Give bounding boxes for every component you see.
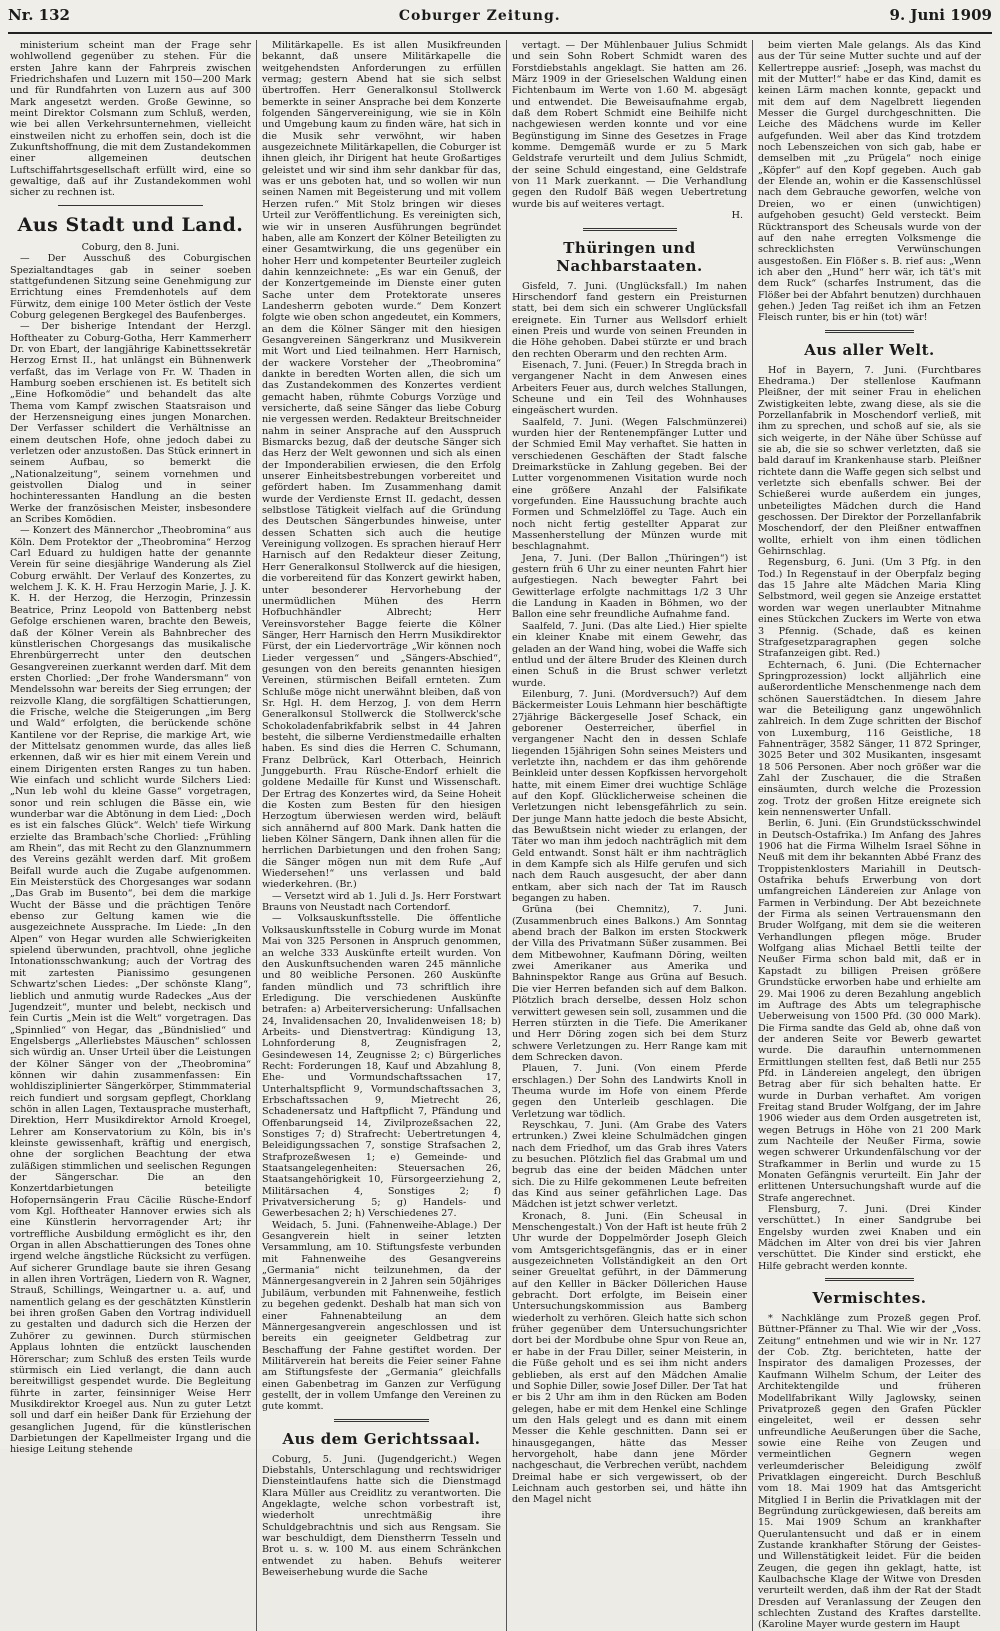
- article-text: Militärkapelle. Es ist allen Musikfreunden bekannt, daß unsere Militärkapelle die weitgehendsten Anforderungen zu erfüllen vermag; gestern Abend hat sie sich selbst übertroffen. Herr Generalkonsul Stollwerck bemerkte in seiner Ansprache bei dem Konzerte folgenden Sängervereinigung, wie sie in Köln und Umgebung kaum zu finden wäre, hat sich in die Musik sehr verwöhnt, wir haben ausgezeichnete Militärkapellen, die Coburger ist ihnen gleich, ihr Dirigent hat heute Großartiges geleistet und wir sind ihm sehr dankbar für das, was er uns geboten hat, und so wollen wir nun seinen Namen mit Begeisterung und mit vollem Herzen rufen.“ Mit Stolz bringen wir dieses Urteil zur Veröffentlichung. Es vereinigten sich, wie wir in unseren Ausführungen begründet haben, alle am Konzert der Kölner Beteiligten zu einer Gesamtwirkung, die uns gegenüber ein hoher Herr und kompetenter Beurteiler zugleich dahin kennzeichnete: „Es war ein Genuß, der der Konzertgemeinde im Dienste einer guten Sache unter dem Protektorate unseres Landesherrn geboten wurde.“ Dem Konzert folgte wie oben schon angedeutet, ein Kommers, an dem die Kölner Sänger mit den hiesigen Gesangvereinen Sängerkranz und Musikverein mit Wort und Lied teilnahmen. Herr Harnisch, der wackere Vorsteher der „Theobromina“ dankte in beredten Worten allen, die sich um das Zustandekommen des Konzertes verdient gemacht haben, rühmte Coburgs Vorzüge und versicherte, daß seine Sänger das liebe Coburg nie vergessen werden. Redakteur Breitschneider nahm in seiner Ansprache auf den Ausspruch Bismarcks bezug, daß der deutsche Sänger sich das Herz der Welt gewonnen und sich als einen der Imponderabilien erwiesen, die den Erfolg unserer Einheitsbestrebungen vorbereitet und gefördert haben. Im Zusammenhang damit wurde der Verdienste Ernst II. gedacht, dessen selbstlose Tätigkeit vielfach auf die Gründung des Deutschen Sängerbundes hinweise, unter dessen Schatten sich auch die heutige Vereinigung vollzogen. Es sprachen hierauf Herr Harnisch auf den Redakteur dieser Zeitung, Herr Generalkonsul Stollwerck auf die hiesigen, die vorbereitend für das Konzert gewirkt haben, unter besonderer Hervorhebung der unermüdlichen Mühen des Herrn Hofbuchhändler Albrecht; Herr Vereinsvorsteher Bagge feierte die Kölner Sänger, Herr Harnisch den Herrn Musikdirektor Fürst, der ein Liedervorträge „Wir können noch Lieder vergessen“ und „Sängers-Abschied“, gesungen von den bereits genannten hiesigen Vereinen, stürmischen Beifall ernteten. Zum Schluße möge nicht unerwähnt bleiben, daß von Sr. Hgl. H. dem Herzog, J. von dem Herrn Generalkonsul Stollwerck die Stollwerck'sche Schokoladenfabrikfabrik selbst in 44 Jahren besteht, die silberne Verdienstmedaille erhalten haben. Es sind dies die Herren C. Schumann, Franz Delbrück, Karl Otterbach, Heinrich Junggeburth. Frau Rüsche-Endorf erhielt die goldene Medaille für Kunst und Wissenschaft. Der Ertrag des Konzertes wird, da Seine Hoheit die Kosten zum Besten für den hiesigen Herzogtum überwiesen werden wird, beläuft sich annähernd auf 800 Mark. Dank hatten die lieben Kölner Sängern, Dank ihnen allen für die herrlichen Darbietungen und den frohen Sang; die Sänger mögen nun mit dem Rufe „Auf Wiedersehen!“ uns verlassen und bald wiederkehren. (Br.): [262, 40, 501, 891]
- article-text: — Versetzt wird ab 1. Juli d. Js. Herr Forstwart Brauns von Neustadt nach Cortendorf.: [262, 890, 501, 914]
- article-text: Eilenburg, 7. Juni. (Mordversuch?) Auf dem Bäckermeister Louis Lehmann hier beschäftigte 27jährige Bäckergeselle Josef Schack, ein geborener Oesterreicher, überfiel in vergangener Nacht den in dessen Schlafe liegenden 15jährigen Sohn seines Meisters und verletzte ihn, nachdem er das ihm gehörende Beinkleid unter dessen Kopfkissen hervorgeholt hatte, mit einem Eimer drei wuchtige Schläge auf den Kopf. Glücklicherweise scheinen die Verletzungen nicht lebensgefährlich zu sein. Der junge Mann hatte jedoch die beste Absicht, das Bewußtsein nicht wieder zu erlangen, der Täter wo man ihm jedoch nachträglich mit dem Geld entwandt. Sonst hält er ihm nachträglich in dem Kampfe sich als Hilfe gerufen und sich nach dem Rauch ausgesucht, der aber dann entkam, aber sich nach der Tat im Rausch begangen zu haben.: [512, 688, 747, 905]
- section-heading: Thüringen und Nachbarstaaten.: [556, 238, 703, 275]
- divider: [58, 205, 203, 206]
- divider: [825, 330, 914, 333]
- dateline: Coburg, den 8. Juni.: [81, 241, 180, 253]
- section-heading: Aus aller Welt.: [804, 340, 935, 359]
- article-text: Kronach, 8. Juni. (Ein Scheusal in Menschengestalt.) Von der Haft ist heute früh 2 Uhr wurde der Doppelmörder Joseph Gleich vom Amtsgerichtsgefängnis, das er in einer ausgezeichneten Vollständigkeit an den Ort seiner Greueltat geführt, in der Dämmerung auf den Kelller in Bäcker Döllerichen Hause gebracht. Dort erfolgte, im Beisein einer Untersuchungskommission aus Bamberg wiederholt zu verhören. Gleich hatte sich schon früher gegenüber dem Untersuchungsrichter dort bei der Mordbube ohne Spur von Reue an, er habe in der Frau Diller, seiner Meisterin, in die Füße geholt und es sei ihm nicht anders geblieben, als erst auf den Mädchen Amalie und Sophie Diller, sowie Josef Diller. Der Tat hat er bis 2 Uhr am ihm in den Rücken am Boden gelegen, habe er mit dem Henkel eine Schlinge um den Hals gelegt und es dann mit einem Messer die Kehle geschnitten. Dann sei er hinausgegangen, hätte das Messer hervorgeholt, habe dann jene Mörder nachgeschaut, die Verbrechen verübt, nachdem Dreimal habe er sich vergewissert, ob der Leichnam auch gestorben sei, und hätte ihn den Magel nicht: [512, 1210, 747, 1506]
- divider: [825, 1278, 914, 1281]
- article-text: Weidach, 5. Juni. (Fahnenweihe-Ablage.) Der Gesangverein hielt in seiner letzten Versammlung, am 10. Stiftungsfeste verbunden mit Fahnenweihe des Gesangvereins „Germania“ nicht teilzunehmen, da der Männergesangverein in 2 Jahren sein 50jähriges Jubiläum, verbunden mit Fahnenweihe, festlich zu begehen gedenkt. Deshalb hat man sich von einer Fahnenabteilung an dem Männergesangverein angeschlossen und ist bereits ein geeigneter Geldbetrag zur Beschaffung der Fahne gestiftet worden. Der Militärverein hat bereits die Feier seiner Fahne am Stiftungsfeste der „Germania“ gleichfalls einen Gabenbetrag im Ganzen zur Verfügung gestellt, der in vollem Umfange den Vereinen zu gute kommt.: [262, 1219, 501, 1413]
- issue-number: Nr. 132: [8, 6, 70, 24]
- article-text: — Konzert des Männerchor „Theobromina“ aus Köln. Dem Protektor der „Theobromina“ Herzog Carl Eduard zu huldigen hatte der genannte Verein für seine diesjährige Wanderung als Ziel Coburg erwählt. Der Verlauf des Konzertes, zu welchem J. K. K. H. Frau Herzogin Marie, J. J. K. K. H. der Herzog, die Herzogin, Prinzessin Beatrice, Prinz Leopold von Battenberg nebst Gefolge erschienen waren, brachte den Beweis, daß der Kölner Verein als Bahnbrecher des künstlerischen Chorgesangs das musikalische Ehrenbürgerrecht unter den deutschen Gesangvereinen zuerkannt werden darf. Mit dem ersten Chorlied: „Der frohe Wandersmann“ von Mendelssohn war bereits der Sieg errungen; der reizvolle Klang, die sorgfältigen Schattierungen, die Frische, welche die Steigerungen „im Berg und Wald“ erfolgten, die berückende schöne Kantilene vor der Reprise, die markige Art, wie der Mittelsatz genommen wurde, das alles ließ erkennen, daß wir es hier mit einem Verein und einem Dirigenten ersten Ranges zu tun haben. Wie einfach und schlicht wurde Silchers Lied: „Nun leb wohl du kleine Gasse“ vorgetragen, sonor und rein schlugen die Bässe ein, wie wunderbar war die Abtönung in dem Lied: „Doch es ist ein falsches Glück“. Welch' tiefe Wirkung erzielte das Brambach'sche Chorlied: „Frühling am Rhein“, das mit Recht zu den Glanznummern des Vereins gezählt werden darf. Mit großem Beifall wurde auch die Zugabe aufgenommen. Ein Meisterstück des Chorgesanges war sodann „Das Grab im Busento“, bei dem die markige Wucht der Bässe und die prächtigen Tenöre ebenso zur Geltung kamen wie die ausgezeichnete Aussprache. Im Liede: „In den Alpen“ von Hegar wurden alle Schwierigkeiten spielend überwunden, prachtvoll, ohne jegliche Intonationsschwankung; auch der Vortrag des mit zartesten Pianissimo gesungenen Schwartz'schen Liedes: „Der schönste Klang“, lieblich und anmutig wurde Radeckes „Aus der Jugendzeit“, munter und belebt, neckisch und fein Curtis „Mein ist die Welt“ vorgetragen. Das „Spinnlied“ von Hegar, das „Bündnislied“ und Engelsbergs „Allerliebstes Mäuschen“ schlossen sich würdig an. Unser Urteil über die Leistungen der Kölner Sänger von der „Theobromina“ können wir dahin zusammenfassen: Ein wohldisziplinierter Sängerkörper, Stimmmaterial reich fundiert und sorgsam gepflegt, Chorklang schön in allen Lagen, Textausprache musterhaft, Direktion, Herr Musikdirektor Arnold Kroegel, Lehrer am Konservatorium zu Köln, bis in's kleinste gewissenhaft, kräftig und energisch, ohne der sorglichen Beachtung der etwa zuläßigen stimmlichen und seelischen Regungen der Sängerschar. Die an den Konzertdarbietungen beteiligte Hofopernsängerin Frau Cäcilie Rüsche-Endorf vom Kgl. Hoftheater Hannover erwies sich als eine Künstlerin hervorragender Art; ihr vortreffliche Ausbildung ermöglicht es ihr, den Organ in allen Abschattierungen des Tones ohne irgend welche ängstliche Rücksicht zu verfügen. Auf sicherer Grundlage baute sie ihren Gesang in allen ihren Vorträgen, Liedern von R. Wagner, Strauß, Schillings, Weingartner u. a. auf, und namentlich gelang es der geschätzten Künstlerin bei ihren großen Gaben den Vortrag individuell zu gestalten und dadurch sich die Herzen der Zuhörer zu gewinnen. Durch stürmischen Applaus lohnten die entzückt lauschenden Hörerschar; zum Schluß des ersten Teils wurde stürmisch ein Lied verlangt, die dann auch bereitwilligst gespendet wurde. Die Begleitung führte in zarter, feinsinniger Weise Herr Musikdirektor Kroegel aus. Nun zu guter Letzt soll und darf ein heißer Dank für Erziehung der gesanglichen Jugend, für die künstlerischen Darbietungen der Kapellmeister Irgang und die hiesige Leitung stehende: [10, 525, 251, 1456]
- section-heading: Aus dem Gerichtssaal.: [282, 1429, 481, 1448]
- columns: [8, 40, 992, 1631]
- article-text: Eisenach, 7. Juni. (Feuer.) In Stregda brach in vergangener Nacht in dem Anwesen eines Arbeiters Feuer aus, durch welches Stallungen, Scheune und ein Teil des Wohnhauses eingeäschert wurden.: [512, 359, 747, 417]
- column-3: [506, 40, 752, 1631]
- column-4: [752, 40, 986, 1631]
- section-heading: Vermischtes.: [812, 1289, 927, 1308]
- article-text: Reyschkau, 7. Juni. (Am Grabe des Vaters ertrunken.) Zwei kleine Schulmädchen gingen nach dem Friedhof, um das Grab ihres Vaters zu besuchen. Plötzlich fiel das Grabmal um und begrub das eine der beiden Mädchen unter sich. Die zu Hilfe gekommenen Leute befreiten das Kind aus seiner gefährlichen Lage. Das Mädchen ist jetzt schwer verletzt.: [512, 1119, 747, 1211]
- article-text: Grüna (bei Chemnitz), 7. Juni. (Zusammenbruch eines Balkons.) Am Sonntag abend brach der Balkon im ersten Stockwerk der Villa des Privatmann Süßer zusammen. Bei dem Mitbewohner, Kaufmann Döring, weilten zwei Amerikaner aus Amerika und Bahninspektor Range aus Grüna auf Besuch. Die vier Herren befanden sich auf dem Balkon. Plötzlich brach derselbe, dessen Holz schon verwittert gewesen sein soll, zusammen und die Herren stürzten in die Tiefe. Die Amerikaner und Herr Döring zogen sich bei dem Sturz schwere Verletzungen zu. Herr Range kam mit dem Schrecken davon.: [512, 904, 747, 1063]
- article-text: Jena, 7. Juni. (Der Ballon „Thüringen“) ist gestern früh 6 Uhr zu einer neunten Fahrt hier aufgestiegen. Nach bewegter Fahrt bei Gewitterlage erfolgte nachmittags 1/2 3 Uhr die Landung in Kaaden in Böhmen, wo der Ballon eine sehr freundliche Aufnahme fand.: [512, 552, 747, 621]
- article-text: Saalfeld, 7. Juni. (Das alte Lied.) Hier spielte ein kleiner Knabe mit einem Gewehr, das geladen an der Wand hing, wobei die Waffe sich entlud und der ältere Bruder des Kleinen durch einen Schuß in die Brust schwer verletzt wurde.: [512, 620, 747, 689]
- article-text: — Der Ausschuß des Coburgischen Spezialtandtages gab in seiner soeben stattgefundenen Sitzung seine Genehmigung zur Errichtung eines Fremdenhotels auf dem Fürwitz, dem einige 100 Meter östlich der Veste Coburg gelegenen Bergkegel des Baufenberges.: [10, 253, 251, 321]
- article-text: Echternach, 6. Juni. (Die Echternacher Springprozession) lockt alljährlich eine außerordentliche Menschenmenge nach dem schönen Sauerstädtchen. In diesem Jahre war die Beteiligung ganz ungewöhnlich zahlreich. In dem Zuge schritten der Bischof von Luxemburg, 116 Geistliche, 18 Fahnenträger, 3582 Sänger, 11 872 Springer, 3025 Beter und 302 Musikanten, insgesamt 18 506 Personen. Aber noch größer war die Zahl der Zuschauer, die die Straßen einsäumten, durch welche die Prozession zog. Trotz der großen Hitze ereignete sich kein nennenswerter Unfall.: [758, 659, 981, 818]
- section-heading: Aus Stadt und Land.: [17, 213, 244, 236]
- article-text: ministerium scheint man der Frage sehr wohlwollend gegenüber zu stehen. Für die ersten Jahre kann der Fahrpreis zwischen Friedrichshafen und Luzern mit 150—200 Mark und für Rundfahrten von Luzern aus auf 300 Mark angesetzt werden. Große Gewinne, so meint Direktor Colsmann zum Schluß, werden, wie bei allen Verkehrsunternehmen, vielleicht einstweilen nicht zu erhoffen sein, doch ist die Zukunftshoffnung, die mit dem Zustandekommen einer allgemeinen deutschen Luftschiffahrtsgesellschaft erfüllt wird, eine so gewaltige, daß auf ihr Zustandekommen wohl sicher zu rechnen ist.: [10, 40, 251, 199]
- article-text: beim vierten Male gelangs. Als das Kind aus der Tür seine Mutter suchte und auf der Kellertreppe ausrief: „Joseph, was machst du mit der Mutter!“ habe er das Kind, damit es keinen Lärm machen konnte, gepackt und mit dem auf dem Nagelbrett liegenden Messer die Gurgel durchgeschnitten. Die Leiche des Mädchens wurde im Keller aufgefunden. Weil aber das Kind trotzdem noch Lebenszeichen von sich gab, habe er demselben mit „zu Prügela“ noch einige „Köpfer“ auf den Kopf gegeben. Auch gab der Elende an, wohin er die Kassenschlüssel nach dem Gebrauche geworfen, welche von Dreien, wo er einen (unwichtigen) aufgehoben gesucht) Geld versteckt. Beim Rücktransport des Scheusals wurde von der auf den nahe erregten Volksmenge die schrecklichsten Verwünschungen ausgestoßen. Ein Flößer s. B. rief aus: „Wenn ich aber den „Hund“ herr wär, ich tät's mit dem Ruck“ (scharfes Instrument, das die Flößer bei der Abfahrt benutzen) durchhauen gehen.) Jeden Tag reißet ich ihm an Fetzen Fleisch runter, bis er hin (tot) wär!: [758, 40, 981, 324]
- article-text: — Der bisherige Intendant der Herzgl. Hoftheater zu Coburg-Gotha, Herr Kammerherr Dr. von Ebart, der langjährige Kabinettssekretär Herzog Ernst II., hat unlängst ein Bühnenwerk verfaßt, das im Verlage von Fr. W. Thaden in Hamburg soeben erschienen ist. Es betitelt sich „Eine Hofkomödie“ und behandelt das alte Thema vom Kampf zwischen Staatsraison und der Herzensneigung eines jungen Monarchen. Der Verfasser schildert die Verhältnisse an einem deutschen Hofe, ohne jedoch dabei zu verletzen oder anzustoßen. Das Stück erinnert in seinem Aufbau, so bemerkt die „Nationalzeitung“, seinem vornehmen und geistvollen Dialog und in seiner hochinteressanten Handlung an die besten Werke der französischen Meister, insbesondere an Scribes Komödien.: [10, 321, 251, 526]
- article-text: Hof in Bayern, 7. Juni. (Furchtbares Ehedrama.) Der stellenlose Kaufmann Pleißner, der mit seiner Frau in ehelichen Zwistigkeiten lebte, zwang diese, als sie die Porzellanfabrik in Moschendorf verließ, mit ihm zu sprechen, und schoß auf sie, als sie sich weigerte, in der Nähe über Schüsse auf sie ab, die sie so schwer verletzten, daß sie bald darauf im Krankenhause starb. Pleißner richtete dann die Waffe gegen sich selbst und verletzte sich ebenfalls schwer. Bei der Schießerei wurde außerdem ein junges, unbeteiligtes Mädchen durch die Hand geschossen. Der Direktor der Porzellanfabrik Moschendorf, der den Pleißner entwaffnen wollte, erhielt von ihm einen tödlichen Gehirnschlag.: [758, 364, 981, 558]
- column-1: [8, 40, 256, 1631]
- article-text: Coburg, 5. Juni. (Jugendgericht.) Wegen Diebstahls, Unterschlagung und rechtswidriger Diensteintlaufens hatte sich die Dienstmagd Klara Müller aus Creidlitz zu verantworten. Die Angeklagte, welche schon vorbestraft ist, wiederholt unrechtmäßig ihre Schuldgebrachtnis und sich aus Rengsam. Sie war beschuldigt, dem Dienstherrn Tesseln und Brot u. s. w. 100 M. aus einem Schränkchen entwendet zu haben. Behufs weiterer Beweiserhebung wurde die Sache: [262, 1453, 501, 1579]
- article-text: Plauen, 7. Juni. (Von einem Pferde erschlagen.) Der Sohn des Landwirts Knoll in Theuma wurde im Hofe von einem Pferde gegen den Unterleib geschlagen. Die Verletzung war tödlich.: [512, 1063, 747, 1120]
- issue-date: 9. Juni 1909: [889, 6, 992, 24]
- author-signature: H.: [731, 210, 743, 222]
- article-text: Gisfeld, 7. Juni. (Unglücksfall.) Im nahen Hirschendorf fand gestern ein Preisturnen statt, bei dem sich ein schwerer Unglücksfall ereignete. Ein Turner aus Wellsdorf erhielt einen Preis und wurde von seinen Freunden in die Höhe gehoben. Dabei stürzte er und brach den rechten Oberarm und den rechten Arm.: [512, 280, 747, 360]
- article-text: Saalfeld, 7. Juni. (Wegen Falschmünzerei) wurden hier der Rentenempfänger Lutter und der Schmied Emil May verhaftet. Sie hatten in verschiedenen Geschäften der Stadt falsche Dreimarkstücke in Zahlung gegeben. Bei der Lutter vorgenommenen Visitation wurde noch eine größere Anzahl der Falsifikate vorgefunden. Eine Haussuchung brachte auch Formen und Schmelzlöffel zu Tage. Auch ein noch nicht fertig gestellter Apparat zur Massenherstellung der Münzen wurde mit beschlagnahmt.: [512, 416, 747, 553]
- divider: [334, 1419, 430, 1422]
- masthead: [8, 6, 992, 34]
- article-text: Regensburg, 6. Juni. (Um 3 Pfg. in den Tod.) In Regenstauf in der Oberpfalz beging das 15 Jahre alte Mädchen Maria Kling Selbstmord, weil gegen sie Anzeige erstattet worden war wegen unerlaubter Mitnahme eines Stückchen Zuckers im Werte von etwa 3 Pfennig. (Schade, daß es keinen Strafgesetzparagraphen gegen solche Strafanzeigen gibt. Red.): [758, 557, 981, 660]
- newspaper-title: Coburger Zeitung.: [398, 8, 561, 24]
- article-text: * Nachklänge zum Prozeß gegen Prof. Büttner-Pfänner zu Thal. Wie wir der „Voss. Zeitung“ entnehmen und wie wir in Nr. 127 der Cob. Ztg. berichteten, hatte der Inspirator des damaligen Prozesses, der Kaufmann Wilhelm Schum, der Leiter des Architektengilde und früheren Modellfabrikant Willy Jaglowsky, seinen Privatprozeß gegen den Grafen Pückler eingeleitet, weil er dessen sehr unfreundliche Aeußerungen über die Sache, sowie eine Reihe von Zeugen und vermeintlichen Gegnern wegen verleumderischer Beleidigung zwölf Privatklagen eingereicht. Durch Beschluß vom 18. Mai 1909 hat das Amtsgericht Mitglied I in Berlin die Privatklagen mit der Begründung zurückgewiesen, daß bereits am 15. Mai 1909 Schum an krankhafter Querulantensucht und daß er in einem Zustande krankhafter Störung der Geistes- und Willenstätigkeit leidet. Für die beiden Zeugen, die gegen ihn geklagt, hatte, ist Kaulbachsche Klage der Witwe von Dresden verurteilt werden, daß ihm der Rat der Stadt Dresden auf Veranlassung der Zeugen den schlechten Zustand des Kraftes darstellte. (Karoline Mayer wurde gestern im Haupt: [758, 1313, 981, 1631]
- article-text: Berlin, 6. Juni. (Ein Grundstücksschwindel in Deutsch-Ostafrika.) Im Anfang des Jahres 1906 hat die Firma Wilhelm Israel Söhne in Neuß mit dem ihr bekannten Abbé Franz des Troppistenklosters Mariahill in Deutsch-Ostafrika behufs Erwerbung von dort umfangreichen Ländereien zur Anlage von Farmen in Verbindung. Der Abt bezeichnete der Firma als seinen Vertrauensmann den Bruder Wolfgang, mit dem sie die weiteren Verhandlungen pflegen möge. Bruder Wolfgang alias Michael Bettli teilte der Neußer Firma schon bald mit, daß er in Kapstadt zu billigen Preisen größere Grundstücke erworben habe und erhielte am 29. Mai 1906 zu deren Bezahlung angeblich im Auftrage des Abts um telegraphische Ueberweisung von 1500 Pfd. (30 000 Mark). Die Firma sandte das Geld ab, ohne daß von der anderen Seite vor Bewerb gewartet wurde. Die daraufhin unternommenen Ermittlungen stellten fest, daß Betli nur 255 Pfd. in Ländereien angelegt, den übrigen Betrag aber für sich behalten hatte. Er wurde in Durban verhaftet. Am vorigen Freitag stand Bruder Wolfgang, der im Jahre 1906 wieder aus dem Orden ausgetreten ist, wegen Betrugs in Höhe von 21 200 Mark zum Nachteile der Neußer Firma, sowie wegen schwerer Urkundenfälschung vor der Strafkammer in Berlin und wurde zu 15 Monaten Gefängnis verurteilt. Ein Jahr der erlittenen Untersuchungshaft wurde auf die Strafe angerechnet.: [758, 818, 981, 1204]
- column-2: [256, 40, 506, 1631]
- article-text: — Volksauskunftsstelle. Die öffentliche Volksauskunftsstelle in Coburg wurde im Monat Mai von 325 Personen in Anspruch genommen, an welche 333 Auskünfte erteilt wurden. Von den Auskunftsuchenden waren 245 männliche und 80 weibliche Personen. 260 Auskünfte fanden mündlich und 73 schriftlich ihre Erledigung. Die verschiedenen Auskünfte betrafen: a) Arbeiterversicherung: Unfallsachen 24, Invalidensachen 20, Invalidenweisen 18; b) Arbeits- und Dienstvertrag: Kündigung 13, Lohnforderung 8, Zeugnisfragen 2, Gesindewesen 14, Zeugnisse 2; c) Bürgerliches Recht: Forderungen 18, Kauf und Abzahlung 8, Ehe- und Vormundschaftssachen 17, Unterhaltspflicht 9, Vormundschaftssachen 3, Erbschaftssachen 9, Mietrecht 26, Schadenersatz und Haftpflicht 7, Pfändung und Offenbarungseid 14, Zivilprozeßsachen 22, Sonstiges 7; d) Strafrecht: Uebertretungen 4, Beleidigungssachen 7, sonstige Strafsachen 2, Strafprozeßwesen 1; e) Gemeinde- und Staatsangelegenheiten: Steuersachen 26, Staatsangehörigkeit 10, Fürsorgeerziehung 2, Militärsachen 4, Sonstiges 2; f) Privatversicherung 5; g) Handels- und Gewerbesachen 2; h) Verschiedenes 27.: [262, 913, 501, 1220]
- article-text: Flensburg, 7. Juni. (Drei Kinder verschüttet.) In einer Sandgrube bei Engelsby wurden zwei Knaben und ein Mädchen im Alter von drei bis vier Jahren verschüttet. Die Kinder sind erstickt, ehe Hilfe gebracht werden konnte.: [758, 1204, 981, 1272]
- divider: [583, 228, 677, 231]
- article-text: vertagt. — Der Mühlenbauer Julius Schmidt und sein Sohn Robert Schmidt waren des Forstdiebstahls angeklagt. Sie hatten am 26. März 1909 in der Grieselschen Waldung einen Fichtenbaum im Werte von 1.60 M. abgesägt und entwendet. Die Beweisaufnahme ergab, daß dem Robert Schmidt eine Beihilfe nicht nachgewiesen werden konnte und vor eine Begünstigung im Sinne des Gesetzes in Frage komme. Demgemäß wurde er zu 5 Mark Geldstrafe verurteilt und dem Julius Schmidt, der seine Schuld eingestand, eine Geldstrafe von 11 Mark zuerkannt. — Die Verhandlung gegen den Rudolf Bäß wegen Uebertretung wurde bis auf weiteres vertagt.: [512, 40, 747, 210]
